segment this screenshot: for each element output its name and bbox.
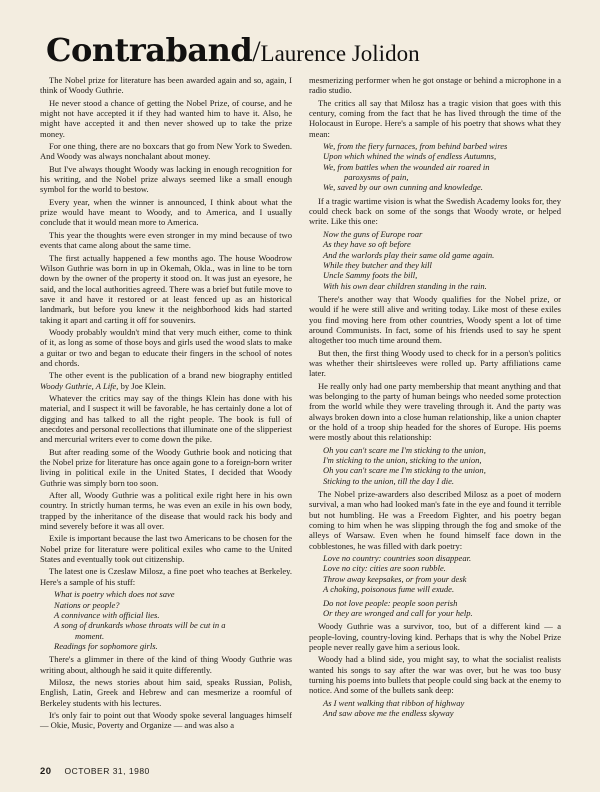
song-lyrics: [323, 229, 561, 291]
column-title: Contraband: [46, 31, 253, 69]
poem-line: Throw away keepsakes, or from your desk: [323, 573, 467, 584]
title-separator: /: [252, 35, 261, 68]
poem-quote: [323, 553, 561, 618]
poem-line: What is poetry which does not save: [54, 589, 175, 600]
text-run: by Joe Klein.: [118, 380, 166, 391]
lyric-line: Oh you can't scare me I'm sticking to the union,: [323, 465, 486, 476]
paragraph: Woody probably wouldn't mind that very much either, come to think of it, as long as some of those boys and girls used the wood slats to make a guitar or two and began to educate their fingers in the school of notes and chords.: [40, 326, 292, 368]
paragraph: If a tragic wartime vision is what the Swedish Academy looks for, they could check back on some of the songs that Woody wrote, or helped write. Like this one:: [309, 195, 561, 227]
poem-line: Readings for sophomore girls.: [54, 640, 158, 651]
poem-line: Nations or people?: [54, 599, 120, 610]
paragraph: There's another way that Woody qualifies for the Nobel prize, or would if he were still alive and writing today. Like most of these exiles you find moving here from other countries, Woody spent a lot of time around Communists. In fact, some of his friends used to say he spent altogether too much time around them.: [309, 293, 561, 346]
paragraph: Milosz, the news stories about him said, speaks Russian, Polish, English, Latin, Greek and Hebrew and can mesmerize a roomful of Berkeley students with his lectures.: [40, 676, 292, 708]
paragraph: The critics all say that Milosz has a tragic vision that goes with this century, coming from the fact that he has lived through the time of the Holocaust in Europe. Here's a sample of his poetry that shows what they mean:: [309, 97, 561, 139]
paragraph: Woody Guthrie was a survivor, too, but of a different kind — a people-loving, country-loving kind. Perhaps that is why the Nobel Prize people never really gave him a serious look.: [309, 621, 561, 652]
poem-quote: [323, 141, 561, 193]
poem-line: We, saved by our own cunning and knowledge.: [323, 182, 483, 193]
page-footer: [40, 766, 150, 777]
paragraph: It's only fair to point out that Woody spoke several languages himself — Okie, Music, Poverty and Organize — and was also a: [40, 709, 292, 731]
lyric-line: With his own dear children standing in the rain.: [323, 280, 487, 291]
paragraph: He never stood a chance of getting the Nobel Prize, of course, and he might not have accepted it if they had wanted him to have it. Also, he might have accepted it and then never showed up to take the prize money.: [40, 97, 292, 139]
paragraph: For one thing, there are no boxcars that go from New York to Sweden. And Woody was always nonchalant about money.: [40, 141, 292, 162]
poem-line: moment.: [75, 630, 105, 641]
paragraph: The latest one is Czeslaw Milosz, a fine poet who teaches at Berkeley. Here's a sample of his stuff:: [40, 566, 292, 587]
lyric-line: As they have so oft before: [323, 239, 411, 250]
paragraph: mesmerizing performer when he got onstage or behind a microphone in a radio studio.: [309, 75, 561, 96]
text-run: The other event is the publication of a brand new biography entitled: [49, 370, 292, 381]
song-lyrics: [323, 698, 561, 719]
lyric-line: And saw above me the endless skyway: [323, 707, 454, 718]
paragraph: But I've always thought Woody was lacking in enough recognition for his writing, and the Nobel prize always seemed like a small enough symbol for the world to bestow.: [40, 163, 292, 195]
lyric-line: Oh you can't scare me I'm sticking to the union,: [323, 444, 486, 455]
lyric-line: While they butcher and they kill: [323, 259, 432, 270]
author-byline: Laurence Jolidon: [260, 41, 420, 66]
paragraph: He really only had one party membership that meant anything and that was belonging to the party of human beings who needed some protection from the world while they were traveling through it. And the party was always broken down into a close human relationship, like a union chapter or the hold of a troop ship headed for the shores of Europe. His poems were mostly about this relationship:: [309, 380, 561, 443]
poem-line: We, from battles when the wounded air roared in: [323, 161, 490, 172]
paragraph: Whatever the critics may say of the things Klein has done with his material, and I suspect it will be favorable, he has certainly done a lot of digging and has talked to all the right people. The book is full of anecdotes and personal recollections that illuminate one of the slipperiest and mercurial writers ever to come down the pike.: [40, 392, 292, 445]
paragraph: Every year, when the winner is announced, I think about what the prize would have meant to Woody, and to America, and I usually conclude that it would mean more to America.: [40, 196, 292, 228]
poem-line: Love no country: countries soon disappear.: [323, 553, 472, 564]
paragraph: But then, the first thing Woody used to check for in a person's politics was whether their shirtsleeves were rolled up. Party affiliations came later.: [309, 347, 561, 379]
issue-date: OCTOBER 31, 1980: [64, 766, 150, 776]
paragraph: Woody had a blind side, you might say, to what the socialist realists wanted his songs to say after the war was over, but he was too busy turning his poems into bullets that people could sing back at the enemy to notice. And some of the bullets sank deep:: [309, 654, 561, 696]
lyric-line: Sticking to the union, till the day I die.: [323, 475, 455, 486]
poem-line: A connivance with official lies.: [54, 609, 160, 620]
poem-line: Upon which whined the winds of endless Autumns,: [323, 151, 497, 162]
paragraph: After all, Woody Guthrie was a political exile right here in his own country. In strictly human terms, he was even an exile in his own body, trapped by the inheritance of the disease that would rack his body and mind severely before it was all over.: [40, 490, 292, 532]
column-header: [46, 31, 420, 69]
poem-line: We, from the fiery furnaces, from behind barbed wires: [323, 141, 508, 152]
paragraph: This year the thoughts were even stronger in my mind because of two events that came along about the same time.: [40, 229, 292, 251]
poem-line: A song of drunkards whose throats will be cut in a: [54, 620, 226, 631]
poem-line: Or they are wronged and call for your help.: [323, 607, 473, 618]
left-column: [40, 75, 292, 733]
paragraph: Exile is important because the last two Americans to be chosen for the Nobel prize for literature were political exiles who came to the United States and eventually took out citizenship.: [40, 533, 292, 565]
paragraph: [40, 370, 292, 391]
paragraph: The Nobel prize for literature has been awarded again and so, again, I think of Woody Guthrie.: [40, 75, 292, 96]
poem-quote: [54, 589, 292, 651]
paragraph: But after reading some of the Woody Guthrie book and noticing that the Nobel prize for literature has once again gone to a foreign-born writer living in political exile in the United States, I decided that Woody Guthrie was simply born too soon.: [40, 446, 292, 488]
poem-line: paroxysms of pain,: [344, 172, 409, 183]
right-column: [309, 75, 561, 721]
poem-line: Do not love people: people soon perish: [323, 597, 458, 608]
lyric-line: And the warlords play their same old game again.: [323, 249, 495, 260]
lyric-line: I'm sticking to the union, sticking to the union,: [323, 455, 482, 466]
poem-line: Love no city: cities are soon rubble.: [323, 563, 446, 574]
poem-line: A choking, poisonous fume will exude.: [323, 584, 455, 595]
book-title: Woody Guthrie, A Life,: [40, 380, 119, 391]
lyric-line: Now the guns of Europe roar: [323, 228, 423, 239]
paragraph: The Nobel prize-awarders also described Milosz as a poet of modern survival, a man who had looked man's fate in the eye and found it terrible but not humbling. He was a Freedom Fighter, and his poetry began coming to him when he was slipping through the fog and smoke of the alleys of Warsaw. Even when he found himself face down in the cobblestones, he was filled with dark poetry:: [309, 489, 561, 551]
paragraph: There's a glimmer in there of the kind of thing Woody Guthrie was writing about, although he said it quite differently.: [40, 654, 292, 675]
song-lyrics: [323, 445, 561, 486]
lyric-line: As I went walking that ribbon of highway: [323, 697, 465, 708]
lyric-line: Uncle Sammy foots the bill,: [323, 270, 418, 281]
page-number: 20: [40, 766, 52, 777]
paragraph: The first actually happened a few months ago. The house Woodrow Wilson Guthrie was born in up in Okemah, Okla., was in line to be torn down by the owner of the property it stood on. It was just an eyesore, he said, and the local authorities agreed. There was a brief but futile move to save it and have it restored or at least fenced up as an historical landmark, but before you knew it the neighborhood kids had started taking it apart and carting it off for souvenirs.: [40, 252, 292, 325]
